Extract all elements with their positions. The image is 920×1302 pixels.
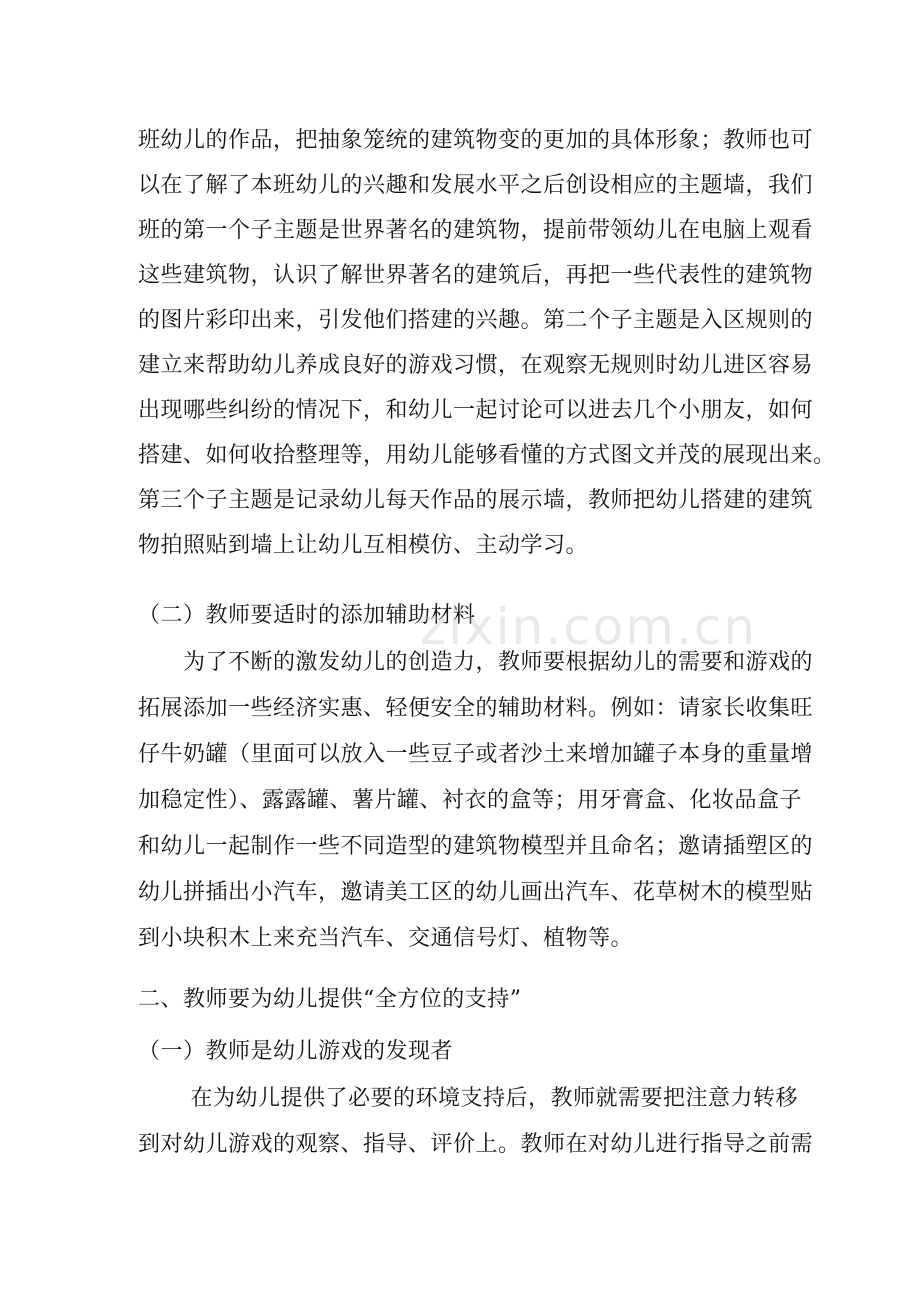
text-line: 在为幼儿提供了必要的环境支持后，教师就需要把注意力转移 [138,1086,798,1111]
text-line: 出现哪些纠纷的情况下，和幼儿一起讨论可以进去几个小朋友，如何 [138,398,814,423]
text-line: 为了不断的激发幼儿的创造力，教师要根据幼儿的需要和游戏的 [138,650,814,675]
text-line: 到小块积木上来充当汽车、交通信号灯、植物等。 [138,926,634,951]
text-line: 物拍照贴到墙上让幼儿互相模仿、主动学习。 [138,533,589,558]
text-line: 幼儿拼插出小汽车，邀请美工区的幼儿画出汽车、花草树木的模型贴 [138,880,814,905]
section-heading: 二、教师要为幼儿提供“全方位的支持” [138,987,522,1012]
text-line: 拓展添加一些经济实惠、轻便安全的辅助材料。例如：请家长收集旺 [138,696,814,721]
text-line: 到对幼儿游戏的观察、指导、评价上。教师在对幼儿进行指导之前需 [138,1132,814,1157]
text-line: 这些建筑物，认识了解世界著名的建筑后，再把一些代表性的建筑物 [138,263,814,288]
text-line: 第三个子主题是记录幼儿每天作品的展示墙，教师把幼儿搭建的建筑 [138,488,814,513]
text-line: 建立来帮助幼儿养成良好的游戏习惯，在观察无规则时幼儿进区容易 [138,353,814,378]
text-line: 班的第一个子主题是世界著名的建筑物，提前带领幼儿在电脑上观看 [138,218,814,243]
text-line: 以在了解了本班幼儿的兴趣和发展水平之后创设相应的主题墙，我们 [138,173,814,198]
text-line: 和幼儿一起制作一些不同造型的建筑物模型并且命名；邀请插塑区的 [138,834,814,859]
text-line: 仔牛奶罐（里面可以放入一些豆子或者沙土来增加罐子本身的重量增 [138,742,814,767]
watermark: zixin.com.cn [420,598,758,656]
text-line: 搭建、如何收拾整理等，用幼儿能够看懂的方式图文并茂的展现出来。 [138,443,836,468]
text-line: 加稳定性）、露露罐、薯片罐、衬衣的盒等；用牙膏盒、化妆品盒子 [138,788,803,813]
section-heading: （二）教师要适时的添加辅助材料 [138,603,476,628]
section-heading: （一）教师是幼儿游戏的发现者 [138,1039,454,1064]
text-line: 的图片彩印出来，引发他们搭建的兴趣。第二个子主题是入区规则的 [138,308,814,333]
text-line: 班幼儿的作品，把抽象笼统的建筑物变的更加的具体形象；教师也可 [138,128,814,153]
